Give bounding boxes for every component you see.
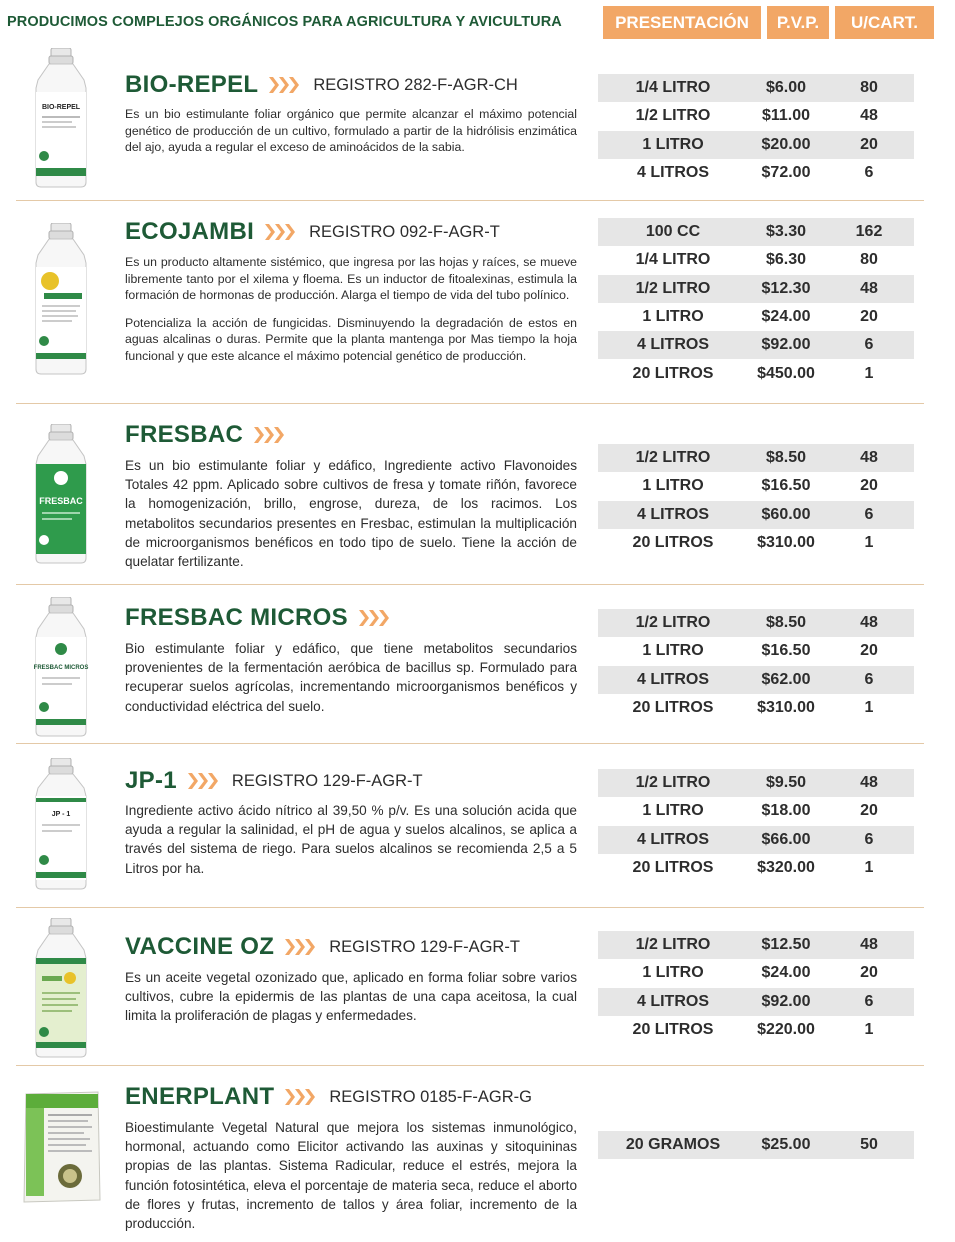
product-bottle-image	[30, 48, 92, 188]
description-paragraph: Bioestimulante Vegetal Natural que mejora los sistemas inmunológico, hormonal, actuando como Elicitor activando las auxinas y sitoquininas propias de las plantas. Sistema Radicular, reduce el estrés, mejora la función fotosintética, eleva el porcentaje de materia seca, reduce el aborto de flores y frutas, incremento de tallos y área foliar, incremento de la producción.	[125, 1120, 577, 1232]
table-row	[598, 769, 914, 797]
table-row	[598, 1016, 914, 1044]
table-row	[598, 246, 914, 274]
product-description	[125, 801, 577, 886]
cell-size: 1 LITRO	[642, 642, 704, 660]
cell-price: $310.00	[757, 534, 815, 552]
product-section-fresbac-micros	[16, 585, 924, 744]
product-section-enerplant	[16, 1066, 924, 1242]
product-registro: REGISTRO 092-F-AGR-T	[309, 222, 500, 241]
cell-units: 1	[864, 534, 874, 552]
table-row	[598, 637, 914, 665]
product-name: JP-1	[125, 767, 177, 794]
cell-price: $9.50	[765, 774, 807, 792]
cell-size: 1 LITRO	[642, 135, 704, 153]
table-row	[598, 159, 914, 187]
cell-price: $450.00	[757, 364, 815, 382]
product-description	[125, 106, 577, 164]
table-row	[598, 609, 914, 637]
cell-price: $6.30	[765, 251, 807, 269]
price-table	[598, 444, 914, 557]
description-paragraph: Ingrediente activo ácido nítrico al 39,50 % p/v. Es una solución acida que ayuda a regular la salinidad, el pH de agua y suelos alcalinos, se aplica a través del sistema de riego. Para suelos alcalinos se recomienda 2,5 a 5 Litros por ha.	[125, 803, 577, 876]
product-name: FRESBAC MICROS	[125, 604, 348, 631]
cell-size: 20 LITROS	[632, 364, 714, 382]
cell-price: $92.00	[761, 992, 811, 1010]
cell-size: 1/2 LITRO	[635, 107, 711, 125]
cell-price: $6.00	[765, 79, 807, 97]
price-table	[598, 1131, 914, 1159]
product-section-ecojambi	[16, 201, 924, 404]
cell-units: 20	[860, 642, 878, 660]
product-bottle-image	[30, 758, 92, 890]
cell-size: 1 LITRO	[642, 308, 704, 326]
cell-price: $16.50	[761, 477, 811, 495]
cell-size: 1/4 LITRO	[635, 79, 711, 97]
cell-size: 20 LITROS	[632, 699, 714, 717]
cell-price: $11.00	[761, 107, 811, 125]
table-row	[598, 331, 914, 359]
cell-units: 1	[864, 364, 874, 382]
chevron-arrows-icon	[254, 426, 284, 444]
product-bottle-image	[30, 223, 92, 375]
cell-units: 48	[860, 774, 878, 792]
table-row	[598, 529, 914, 557]
price-table	[598, 218, 914, 388]
table-row	[598, 501, 914, 529]
cell-price: $3.30	[765, 223, 807, 241]
cell-units: 1	[864, 1021, 874, 1039]
page-title: PRODUCIMOS COMPLEJOS ORGÁNICOS PARA AGRICULTURA Y AVICULTURA	[7, 14, 562, 30]
table-row	[598, 275, 914, 303]
column-header-price: P.V.P.	[767, 6, 829, 39]
table-row	[598, 472, 914, 500]
price-table	[598, 931, 914, 1044]
description-paragraph: Es un producto altamente sistémico, que ingresa por las hojas y raíces, se mueve libremente tanto por el xilema y floema. Es un inductor de fitoalexinas, estimula la formación de hormonas de producción. Alarga el tiempo de vida del tubo polínico.	[125, 255, 577, 303]
cell-units: 1	[864, 699, 874, 717]
chevron-arrows-icon	[269, 76, 299, 94]
table-row	[598, 826, 914, 854]
table-row	[598, 1131, 914, 1159]
cell-price: $24.00	[761, 308, 811, 326]
chevron-arrows-icon	[359, 609, 389, 627]
price-table	[598, 769, 914, 882]
cell-price: $66.00	[761, 830, 811, 848]
product-name: FRESBAC	[125, 421, 244, 448]
column-header-units: U/CART.	[835, 6, 934, 39]
product-name-line	[125, 933, 520, 961]
cell-price: $310.00	[757, 699, 815, 717]
table-row	[598, 959, 914, 987]
cell-units: 48	[860, 107, 878, 125]
product-description	[125, 254, 577, 373]
cell-units: 6	[864, 670, 874, 688]
cell-units: 48	[860, 279, 878, 297]
description-paragraph: Es un bio estimulante foliar y edáfico, Ingrediente activo Flavonoides Totales 42 ppm. Aplicado sobre cultivos de fresa y tomate riñón, favorece la homogenización, brillo, engrose, dureza, de los racimos. Los metabolitos secundarios presentes en Fresbac, estimulan la multiplicación de microorganismos benéficos en todo tipo de suelo. Tiene la acción de quelatar fertilizante.	[125, 458, 577, 570]
product-registro: REGISTRO 0185-F-AGR-G	[329, 1087, 532, 1106]
cell-size: 1/2 LITRO	[635, 279, 711, 297]
product-name-line	[125, 604, 389, 632]
cell-price: $72.00	[761, 164, 811, 182]
product-bottle-image	[30, 597, 92, 737]
cell-units: 20	[860, 308, 878, 326]
cell-units: 80	[860, 251, 878, 269]
cell-price: $92.00	[761, 336, 811, 354]
description-paragraph: Potencializa la acción de fungicidas. Disminuyendo la degradación de estos en aguas alcalinas o duras. Permite que la planta mantenga por Mas tiempo la hoja funcional y que este alcance el máximo potencial genético de producción.	[125, 315, 577, 363]
product-section-jp1	[16, 744, 924, 908]
chevron-arrows-icon	[188, 772, 218, 790]
table-row	[598, 931, 914, 959]
cell-price: $18.00	[761, 802, 811, 820]
cell-price: $8.50	[765, 449, 807, 467]
cell-price: $24.00	[761, 964, 811, 982]
product-bag-image	[20, 1088, 104, 1206]
table-row	[598, 303, 914, 331]
cell-price: $60.00	[761, 505, 811, 523]
cell-size: 1/2 LITRO	[635, 614, 711, 632]
price-table	[598, 74, 914, 187]
product-description	[125, 968, 577, 1034]
cell-units: 20	[860, 802, 878, 820]
cell-size: 4 LITROS	[636, 830, 709, 848]
description-paragraph: Es un aceite vegetal ozonizado que, aplicado en forma foliar sobre varios cultivos, cubre la epidermis de las plantas de una capa aceitosa, la cual limita la proliferación de plagas y enfermedades.	[125, 970, 577, 1024]
product-name: BIO-REPEL	[125, 71, 259, 98]
bottle-label-text: JP - 1	[51, 811, 71, 818]
table-row	[598, 694, 914, 722]
cell-size: 4 LITROS	[636, 336, 709, 354]
product-name: VACCINE OZ	[125, 933, 275, 960]
cell-size: 100 CC	[645, 223, 701, 241]
cell-units: 20	[860, 135, 878, 153]
cell-units: 6	[864, 336, 874, 354]
cell-units: 48	[860, 936, 878, 954]
cell-units: 6	[864, 830, 874, 848]
table-row	[598, 102, 914, 130]
table-row	[598, 988, 914, 1016]
cell-units: 1	[864, 859, 874, 877]
table-row	[598, 444, 914, 472]
cell-size: 20 GRAMOS	[625, 1136, 721, 1154]
column-header-presentation: PRESENTACIÓN	[603, 6, 761, 39]
product-section-bio-repel	[16, 44, 924, 201]
table-row	[598, 74, 914, 102]
chevron-arrows-icon	[285, 1088, 315, 1106]
cell-size: 1 LITRO	[642, 964, 704, 982]
product-registro: REGISTRO 129-F-AGR-T	[329, 937, 520, 956]
cell-size: 1/2 LITRO	[635, 936, 711, 954]
cell-units: 48	[860, 614, 878, 632]
cell-price: $16.50	[761, 642, 811, 660]
product-description	[125, 639, 577, 724]
product-name-line	[125, 1083, 532, 1111]
table-row	[598, 218, 914, 246]
cell-units: 6	[864, 164, 874, 182]
cell-units: 6	[864, 505, 874, 523]
product-name-line	[125, 71, 518, 99]
cell-size: 20 LITROS	[632, 859, 714, 877]
product-name-line	[125, 767, 423, 795]
chevron-arrows-icon	[265, 223, 295, 241]
cell-price: $25.00	[761, 1136, 811, 1154]
cell-size: 4 LITROS	[636, 992, 709, 1010]
cell-size: 1 LITRO	[642, 477, 704, 495]
cell-size: 20 LITROS	[632, 534, 714, 552]
bottle-label-text: FRESBAC MICROS	[33, 665, 89, 671]
product-name-line	[125, 218, 500, 246]
price-table	[598, 609, 914, 722]
cell-units: 20	[860, 964, 878, 982]
cell-size: 1/4 LITRO	[635, 251, 711, 269]
product-bottle-image	[30, 424, 92, 564]
description-paragraph: Es un bio estimulante foliar orgánico que permite alcanzar el máximo potencial genético de producción de un cultivo, formulado a partir de la hidrólisis enzimática del ajo, ayuda a regular el exceso de aminoácidos de la sabia.	[125, 107, 577, 155]
bottle-label-text: FRESBAC	[39, 496, 83, 506]
cell-units: 20	[860, 477, 878, 495]
product-registro: REGISTRO 282-F-AGR-CH	[313, 75, 518, 94]
cell-size: 4 LITROS	[636, 670, 709, 688]
cell-size: 20 LITROS	[632, 1021, 714, 1039]
cell-units: 50	[860, 1136, 878, 1154]
product-registro: REGISTRO 129-F-AGR-T	[231, 771, 423, 790]
cell-size: 1/2 LITRO	[635, 774, 711, 792]
cell-price: $8.50	[765, 614, 807, 632]
bottle-label-text: BIO-REPEL	[41, 104, 81, 111]
table-row	[598, 854, 914, 882]
cell-price: $320.00	[757, 859, 815, 877]
product-bottle-image	[30, 918, 92, 1058]
table-row	[598, 797, 914, 825]
cell-size: 4 LITROS	[636, 164, 709, 182]
cell-units: 80	[860, 79, 878, 97]
table-row	[598, 359, 914, 387]
chevron-arrows-icon	[285, 938, 315, 956]
cell-price: $12.30	[761, 279, 811, 297]
cell-price: $12.50	[761, 936, 811, 954]
description-paragraph: Bio estimulante foliar y edáfico, que tiene metabolitos secundarios provenientes de la fermentación aeróbica de bacillus sp. Formulado para recuperar suelos agrícolas, incrementando microorganismos benéficos y conductividad eléctrica del suelo.	[125, 641, 577, 714]
cell-size: 1/2 LITRO	[635, 449, 711, 467]
cell-units: 162	[855, 223, 883, 241]
cell-units: 6	[864, 992, 874, 1010]
product-description	[125, 456, 577, 579]
product-name: ENERPLANT	[125, 1083, 275, 1110]
product-section-vaccine-oz	[16, 908, 924, 1066]
cell-units: 48	[860, 449, 878, 467]
cell-size: 1 LITRO	[642, 802, 704, 820]
product-description	[125, 1118, 577, 1241]
table-row	[598, 666, 914, 694]
cell-price: $62.00	[761, 670, 811, 688]
table-row	[598, 131, 914, 159]
product-name: ECOJAMBI	[125, 218, 255, 245]
product-name-line	[125, 421, 284, 449]
product-section-fresbac	[16, 404, 924, 585]
cell-price: $220.00	[757, 1021, 815, 1039]
cell-price: $20.00	[761, 135, 811, 153]
cell-size: 4 LITROS	[636, 505, 709, 523]
